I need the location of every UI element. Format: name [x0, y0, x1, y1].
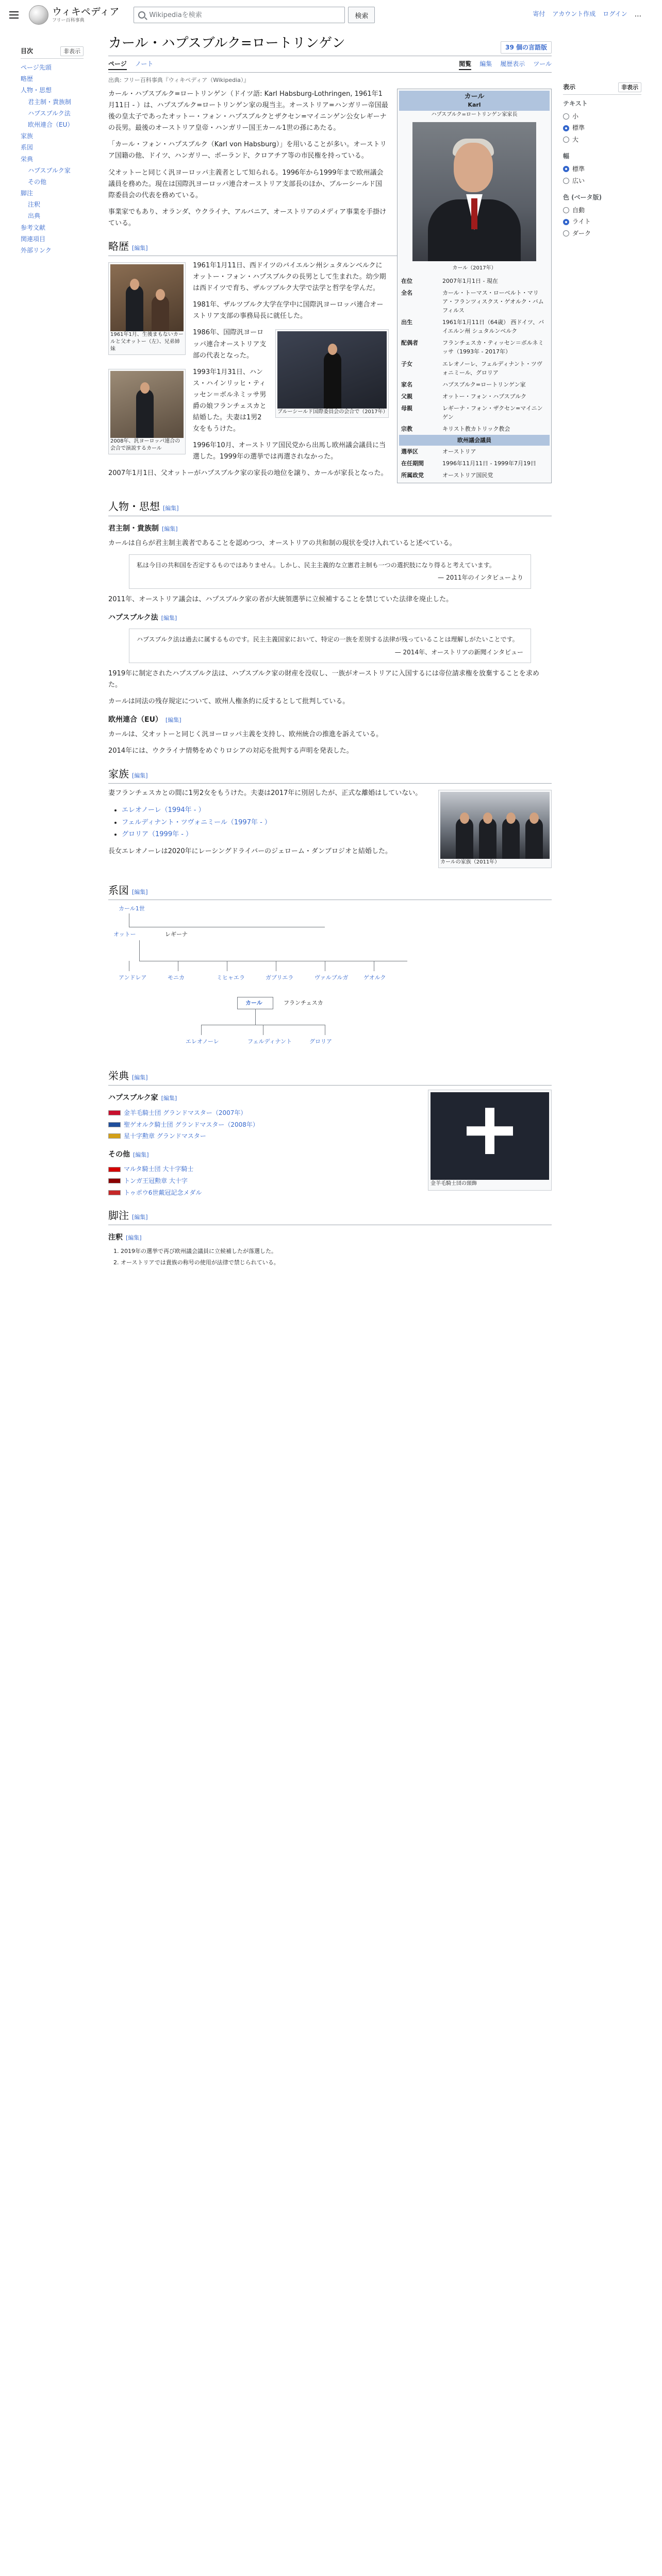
- medal-image: [431, 1092, 549, 1180]
- infobox-row: [399, 316, 550, 337]
- edit-section-link[interactable]: [編集]: [162, 526, 178, 533]
- text-size-small[interactable]: 小: [563, 111, 641, 123]
- toc-item[interactable]: 家族: [21, 132, 34, 140]
- edit-section-link[interactable]: [編集]: [126, 1234, 142, 1242]
- tree-node[interactable]: カール1世: [119, 905, 145, 912]
- infobox: [397, 89, 552, 483]
- bio-paragraph: 1981年、ザルツブルク大学在学中に国際汎ヨーロッパ連合オーストリア支部の事務局長に就任した。: [193, 301, 384, 320]
- section-heading-notes: 脚注 [編集]: [108, 1208, 552, 1225]
- infobox-row: [399, 275, 550, 287]
- create-account-link[interactable]: アカウント作成: [552, 10, 596, 18]
- honour-label[interactable]: 聖ゲオルク騎士団 グランドマスター（2008年）: [124, 1121, 259, 1128]
- edit-section-link[interactable]: [編集]: [132, 772, 148, 779]
- infobox-office-header: 欧州議会議員: [399, 435, 550, 446]
- infobox-row: [399, 358, 550, 379]
- section-heading-tree: 系図 [編集]: [108, 883, 552, 900]
- infobox-label: 家名: [401, 381, 412, 388]
- width-wide[interactable]: 広い: [563, 175, 641, 187]
- eu-paragraph: カールは、父オットーと同じく汎ヨーロッパ主義を支持し、欧州統合の推進を訴えている。: [108, 731, 383, 739]
- toc-item[interactable]: 関連項目: [21, 235, 46, 243]
- infobox-name: カール: [464, 92, 485, 100]
- text-size-standard[interactable]: 標準: [563, 122, 641, 134]
- toc-item[interactable]: 君主制・貴族制: [28, 98, 72, 106]
- toc-item[interactable]: ページ先頭: [21, 64, 52, 72]
- tree-node[interactable]: オットー: [113, 931, 136, 938]
- honour-item: [108, 1187, 421, 1199]
- ribbon-icon: [108, 1178, 121, 1183]
- tab-talk[interactable]: ノート: [135, 60, 154, 68]
- infobox-office-table: [399, 446, 550, 481]
- main-menu-icon[interactable]: [9, 8, 24, 22]
- edit-section-link[interactable]: [編集]: [133, 1151, 149, 1158]
- list-item: • フェルディナント・ツヴォニミール（1997年 - ）: [122, 817, 552, 828]
- user-links: [533, 9, 641, 21]
- infobox-value: オットー・フォン・ハプスブルク: [442, 393, 527, 400]
- tree-node-sibling[interactable]: ミヒャエラ: [217, 974, 245, 981]
- main-content: [108, 33, 552, 1269]
- portrait-caption: カール（2017年）: [452, 265, 496, 271]
- appearance-hide-button[interactable]: 非表示: [618, 82, 641, 92]
- thumbnail-caption: 1961年1月、生後まもないカールと父オットー（左）、兄弟姉妹: [110, 331, 184, 352]
- text-size-large[interactable]: 大: [563, 134, 641, 146]
- infobox-value: ハプスブルク=ロートリンゲン家: [442, 381, 526, 388]
- infobox-row: [399, 391, 550, 402]
- wikipedia-globe-icon: [29, 5, 48, 25]
- thumbnail-caption: カールの家族（2011年）: [440, 859, 500, 866]
- bio-paragraph: 1996年10月、オーストリア国民党から出馬し欧州議会議員に当選した。1999年の選挙では再選されなかった。: [193, 442, 386, 461]
- infobox-label: 配偶者: [401, 340, 418, 347]
- infobox-row: [399, 469, 550, 481]
- quote-block: [129, 554, 531, 589]
- honour-label[interactable]: 金羊毛騎士団 グランドマスター（2007年）: [124, 1109, 247, 1116]
- thumbnail[interactable]: [108, 262, 186, 355]
- infobox-label: 所属政党: [401, 471, 424, 479]
- edit-section-link[interactable]: [編集]: [165, 717, 181, 724]
- radio-icon: [563, 113, 569, 120]
- infobox-label: 選挙区: [401, 448, 418, 455]
- tab-page[interactable]: ページ: [108, 59, 127, 70]
- infobox-value: エレオノーレ、フェルディナント・ツヴォニミール、グロリア: [442, 360, 542, 376]
- infobox-label: 在位: [401, 278, 412, 285]
- quote-block: [129, 629, 531, 663]
- text-size-group: [563, 99, 641, 145]
- honour-label[interactable]: マルタ騎士団 大十字騎士: [124, 1165, 194, 1173]
- tree-node-sibling[interactable]: アンドレア: [119, 974, 147, 981]
- tree-node-sibling[interactable]: ヴァルブルガ: [315, 974, 349, 981]
- list-item: • エレオノーレ（1994年 - ）: [122, 804, 552, 816]
- tree-node-sibling[interactable]: ゲオルク: [363, 974, 386, 981]
- infobox-value: キリスト教カトリック教会: [442, 425, 510, 432]
- infobox-row: [399, 446, 550, 457]
- site-title: ウィキペディア: [52, 6, 120, 18]
- intro-paragraph: カール・ハプスブルク=ロートリンゲン（ドイツ語: Karl Habsburg-Lothringen, 1961年1月11日 - ）は、ハプスブルク=ロートリンゲン家の現当主。オーストリア=ハンガリー帝国最後の皇太子であったオットー・フォン・ハプスブルクとザクセン=マイニンゲン公女レギーナの長男。最後のオーストリア皇帝・ハンガリー国王カール1世の孫にあたる。: [108, 90, 388, 132]
- tab-edit[interactable]: 編集: [479, 60, 492, 68]
- toc-item[interactable]: ハプスブルク家: [28, 166, 71, 174]
- speech-photo: [277, 331, 387, 409]
- color-label: 色 (ベータ版): [563, 194, 602, 201]
- infobox-role: ハプスブルク=ロートリンゲン家家長: [431, 112, 518, 118]
- ribbon-icon: [108, 1190, 121, 1195]
- tab-read[interactable]: 閲覧: [459, 59, 471, 70]
- toc-item[interactable]: 外部リンク: [21, 247, 52, 255]
- infobox-row: [399, 379, 550, 391]
- infobox-value: レギーナ・フォン・ザクセン=マイニンゲン: [442, 404, 543, 420]
- monarchy-paragraph: カールは自らが君主制主義者であることを認めつつ、オーストリアの共和制の現状を受け入れていると述べている。: [108, 539, 456, 547]
- thumbnail[interactable]: [275, 329, 389, 418]
- tab-history[interactable]: 履歴表示: [500, 60, 525, 68]
- tree-node-sibling[interactable]: ガブリエラ: [266, 974, 294, 981]
- section-heading-honours: 栄典 [編集]: [108, 1068, 552, 1086]
- quote-citation: — 2011年のインタビューより: [438, 574, 523, 582]
- toc-item[interactable]: ハプスブルク法: [28, 109, 71, 117]
- infobox-label: 在任期間: [401, 460, 424, 467]
- note-item: 2. オーストリアでは貴族の称号の使用が法律で禁じられている。: [121, 1258, 552, 1267]
- thumbnail-caption: 金羊毛騎士団の頸飾: [431, 1181, 477, 1187]
- infobox-value: オーストリア国民党: [442, 471, 493, 479]
- search-box: [134, 7, 345, 23]
- site-header: [0, 0, 662, 30]
- width-label: 幅: [563, 152, 570, 160]
- tree-node-child[interactable]: グロリア: [309, 1038, 332, 1045]
- habsburg-law-paragraph: 1919年に制定されたハプスブルク法は、ハプスブルク家の財産を没収し、一族がオーストリアに入国するには帝位請求権を放棄することを求めた。: [108, 670, 539, 689]
- quote-text: ハプスブルク法は過去に属するものです。民主主義国家において、特定の一族を差別する法律が残っていることは理解しがたいことです。: [137, 636, 519, 643]
- toc-hide-button[interactable]: 非表示: [60, 46, 84, 56]
- honour-label[interactable]: トゥポウ6世戴冠記念メダル: [124, 1189, 202, 1196]
- radio-icon: [563, 230, 569, 236]
- toc-title: 目次: [21, 47, 34, 55]
- text-size-label: テキスト: [563, 100, 588, 108]
- radio-selected-icon: [563, 219, 569, 225]
- radio-selected-icon: [563, 125, 569, 131]
- ribbon-icon: [108, 1110, 121, 1115]
- family-tree: [108, 904, 428, 1059]
- language-button[interactable]: 39 個の言語版: [501, 41, 552, 54]
- infobox-row: [399, 423, 550, 435]
- infobox-row: [399, 287, 550, 316]
- tree-node: フランチェスカ: [284, 999, 323, 1007]
- thumbnail-caption: 2008年、汎ヨーロッパ連合の会合で演説するカール: [110, 438, 180, 451]
- tree-node-child[interactable]: フェルディナント: [247, 1038, 292, 1045]
- infobox-label: 母親: [401, 404, 412, 412]
- source-note: 出典: フリー百科事典『ウィキペディア（Wikipedia）』: [108, 76, 250, 83]
- ribbon-icon: [108, 1133, 121, 1139]
- subsection-heading-other-honours: その他 [編集]: [108, 1150, 149, 1159]
- color-light[interactable]: ライト: [563, 216, 641, 228]
- honour-item: [108, 1119, 421, 1131]
- infobox-name-sub: Karl: [468, 101, 481, 108]
- radio-icon: [563, 137, 569, 143]
- infobox-row: [399, 457, 550, 469]
- toc-item[interactable]: 栄典: [21, 155, 34, 163]
- subsection-heading-eu: 欧州連合（EU） [編集]: [108, 716, 181, 724]
- tab-tools[interactable]: ツール: [533, 60, 552, 68]
- intro-paragraph: 父オットーと同じく汎ヨーロッパ主義者として知られる。1996年から1999年まで欧州議会議員を務めた。現在は国際汎ヨーロッパ連合オーストリア支部長のほか、ブルーシールド国際委員会の代表を務めている。: [108, 168, 384, 199]
- monarchy-paragraph: 2011年、オーストリア議会は、ハプスブルク家の者が大統領選挙に立候補することを禁じていた法律を廃止した。: [108, 595, 453, 603]
- honour-label[interactable]: 星十字勲章 グランドマスター: [124, 1132, 206, 1140]
- thumbnail-caption: ブルーシールド国際委員会の会合で（2017年）: [277, 409, 388, 415]
- edit-section-link[interactable]: [編集]: [163, 505, 179, 512]
- edit-section-link[interactable]: [編集]: [132, 1074, 148, 1081]
- infobox-label: 子女: [401, 360, 412, 367]
- appearance-title: 表示: [563, 83, 576, 91]
- intro-paragraph: 事業家でもあり、オランダ、ウクライナ、アルバニア、オーストリアのメディア事業を手掛けている。: [108, 208, 387, 227]
- thumbnail[interactable]: [108, 369, 186, 454]
- color-group: [563, 193, 641, 239]
- toc-list: [21, 62, 84, 256]
- donate-link[interactable]: 寄付: [533, 10, 545, 18]
- honour-item: [108, 1175, 421, 1187]
- ribbon-icon: [108, 1167, 121, 1172]
- toc-item[interactable]: 略歴: [21, 75, 34, 83]
- infobox-table: [399, 275, 550, 435]
- section-heading-biography: 略歴 [編集]: [108, 239, 552, 256]
- infobox-value: 2007年1月1日 - 現在: [442, 278, 498, 285]
- honour-item: [108, 1130, 421, 1142]
- appearance-panel: [563, 82, 641, 246]
- search-button[interactable]: 検索: [348, 7, 375, 23]
- note-item: 1. 2019年の選挙で再び欧州議会議員に立候補したが落選した。: [121, 1247, 552, 1256]
- quote-citation: — 2014年、オーストリアの新聞インタビュー: [394, 648, 523, 656]
- infobox-header: [399, 91, 550, 111]
- infobox-label: 宗教: [401, 425, 412, 432]
- family-photo: [440, 792, 550, 859]
- radio-icon: [563, 178, 569, 184]
- family-paragraph: 妻フランチェスカとの間に1男2女をもうけた。夫妻は2017年に別居したが、正式な離婚はしていない。: [108, 789, 422, 798]
- article-body: [108, 89, 552, 1267]
- section-heading-person: 人物・思想 [編集]: [108, 499, 552, 516]
- page-title: カール・ハプスブルク=ロートリンゲン: [108, 36, 345, 51]
- infobox-value: 1961年1月11日（64歳） 西ドイツ、バイエルン州 シュタルンベルク: [442, 319, 544, 335]
- intro-paragraph: 「カール・フォン・ハプスブルク（Karl von Habsburg）」を用いることが多い。オーストリア国籍の他、ドイツ、ハンガリー、ポーランド、クロアチア等の市民権を持っている。: [108, 141, 387, 160]
- section-heading-family: 家族 [編集]: [108, 766, 552, 784]
- tree-node-sibling[interactable]: モニカ: [168, 974, 185, 981]
- edit-section-link[interactable]: [編集]: [132, 244, 148, 251]
- more-options-icon[interactable]: ...: [634, 10, 641, 19]
- site-subtitle: フリー百科事典: [52, 18, 85, 23]
- subsection-heading-monarchy: 君主制・貴族制 [編集]: [108, 524, 178, 533]
- tree-node-child[interactable]: エレオノーレ: [186, 1038, 219, 1045]
- honour-item: [108, 1163, 421, 1175]
- eu-paragraph: 2014年には、ウクライナ情勢をめぐりロシアの対応を批判する声明を発表した。: [108, 747, 353, 755]
- toc-item[interactable]: 出典: [28, 212, 41, 220]
- radio-icon: [563, 207, 569, 213]
- tree-node-karl[interactable]: カール: [245, 999, 262, 1007]
- meeting-photo: [110, 371, 184, 438]
- toc-item[interactable]: 人物・思想: [21, 87, 52, 94]
- edit-section-link[interactable]: [編集]: [132, 889, 148, 896]
- infobox-value: フランチェスカ・ティッセン＝ボルネミッサ（1993年 - 2017年）: [442, 340, 544, 355]
- notes-list: [108, 1247, 552, 1267]
- bio-paragraph: 1993年1月31日、ハンス・ハインリッヒ・ティッセン＝ボルネミッサ男爵の娘フランチェスカと結婚した。夫妻は1男2女をもうけた。: [193, 368, 267, 433]
- subsection-heading-annotations: 注釈 [編集]: [108, 1233, 142, 1242]
- edit-section-link[interactable]: [編集]: [161, 614, 177, 621]
- bio-paragraph: 1961年1月11日、西ドイツのバイエルン州シュタルンベルクにオットー・フォン・ハプスブルクの長男として生まれた。幼少期は西ドイツで育ち、ザルツブルク大学で法学と哲学を学んだ。: [193, 261, 386, 293]
- medal-thumbnail[interactable]: [428, 1090, 552, 1191]
- edit-section-link[interactable]: [編集]: [132, 1214, 148, 1221]
- infobox-value: 1996年11月11日 - 1999年7月19日: [442, 460, 536, 467]
- subsection-heading-habsburg-honours: ハプスブルク家 [編集]: [108, 1094, 177, 1103]
- portrait-image[interactable]: [412, 122, 536, 261]
- quote-text: 私は今日の共和国を否定するものではありません。しかし、民主主義的な立憲君主制も一つの選択肢になり得ると考えています。: [137, 561, 495, 569]
- toc-item[interactable]: 脚注: [21, 190, 34, 197]
- infobox-label: 出生: [401, 319, 412, 326]
- infobox-value: カール・トーマス・ローベルト・マリア・フランツィスクス・ゲオルク・バムフィルス: [442, 290, 544, 314]
- bio-paragraph: 1986年、国際汎ヨーロッパ連合オーストリア支部の代表となった。: [193, 329, 267, 360]
- childhood-photo: [110, 264, 184, 331]
- family-paragraph: 長女エレオノーレは2020年にレーシングドライバーのジェローム・ダンブロジオと結婚した。: [108, 847, 392, 855]
- infobox-label: 父親: [401, 393, 412, 400]
- ribbon-icon: [108, 1122, 121, 1127]
- infobox-row: [399, 337, 550, 358]
- width-group: [563, 151, 641, 187]
- toc-item[interactable]: 参考文献: [21, 224, 46, 231]
- edit-section-link[interactable]: [編集]: [161, 1095, 177, 1102]
- list-item: • グロリア（1999年 - ）: [122, 828, 552, 840]
- infobox-row: [399, 402, 550, 423]
- color-auto[interactable]: 自動: [563, 205, 641, 216]
- site-logo[interactable]: [29, 5, 119, 25]
- infobox-label: 全名: [401, 290, 412, 297]
- toc-item[interactable]: 注釈: [28, 201, 41, 209]
- toc-item[interactable]: 系図: [21, 144, 34, 151]
- honour-item: [108, 1107, 421, 1119]
- radio-selected-icon: [563, 166, 569, 172]
- width-standard[interactable]: 標準: [563, 163, 641, 175]
- habsburg-law-paragraph: カールは同法の残存規定について、欧州人権条約に反するとして批判している。: [108, 698, 350, 706]
- honour-label[interactable]: トンガ王冠勲章 大十字: [124, 1177, 188, 1185]
- infobox-value: オーストリア: [442, 448, 476, 455]
- search-input[interactable]: [149, 11, 340, 19]
- thumbnail[interactable]: [438, 790, 552, 868]
- table-of-contents: [21, 46, 84, 256]
- toc-item[interactable]: その他: [28, 178, 47, 185]
- color-dark[interactable]: ダーク: [563, 228, 641, 240]
- tree-node: レギーナ: [165, 931, 188, 938]
- bio-paragraph: 2007年1月1日、父オットーがハプスブルク家の家長の地位を譲り、カールが家長となった。: [108, 469, 388, 478]
- page-tabs: [108, 57, 552, 73]
- search-icon: [138, 11, 145, 19]
- subsection-heading-habsburg-law: ハプスブルク法 [編集]: [108, 613, 177, 622]
- login-link[interactable]: ログイン: [603, 10, 627, 18]
- toc-item[interactable]: 欧州連合（EU）: [28, 121, 74, 128]
